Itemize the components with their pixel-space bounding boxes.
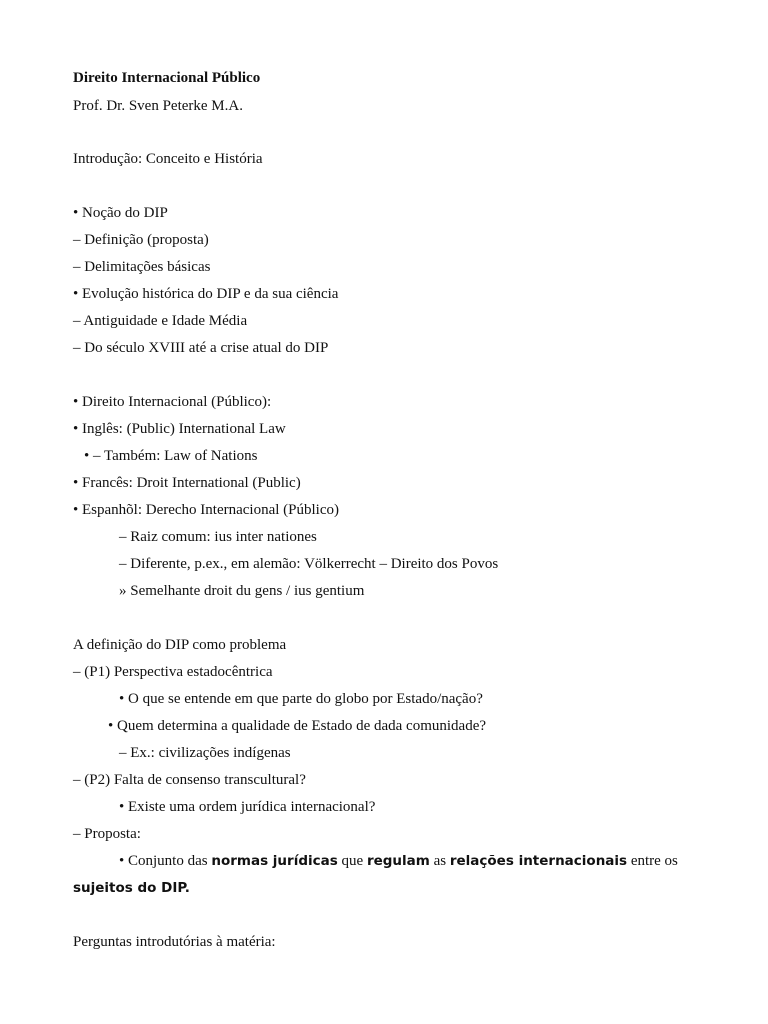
definition-text: entre os (627, 853, 678, 869)
bullet-item: • Evolução histórica do DIP e da sua ciência (73, 286, 339, 302)
bullet-item: • Quem determina a qualidade de Estado de dada comunidade? (108, 718, 487, 734)
section-heading-definition: A definição do DIP como problema (73, 637, 287, 653)
dash-item: – Ex.: civilizações indígenas (119, 745, 291, 761)
quote-item: » Semelhante droit du gens / ius gentium (119, 583, 365, 599)
dash-item: – (P2) Falta de consenso transcultural? (73, 772, 306, 788)
definition-text: • Conjunto das (119, 853, 212, 869)
bullet-item: • Noção do DIP (73, 205, 168, 221)
author-line: Prof. Dr. Sven Peterke M.A. (73, 98, 243, 114)
bullet-item: • Espanhõl: Derecho Internacional (Público) (73, 502, 339, 518)
section-heading-introduction: Introdução: Conceito e História (73, 151, 263, 167)
bullet-item: • Existe uma ordem jurídica internacional? (119, 799, 376, 815)
dash-item: – Do século XVIII até a crise atual do DIP (73, 340, 329, 356)
bullet-item: • – Também: Law of Nations (84, 448, 258, 464)
definition-bold-term: normas jurídicas (211, 853, 338, 869)
bullet-item: • Inglês: (Public) International Law (73, 421, 286, 437)
definition-bold-term: regulam (366, 853, 430, 869)
bullet-item: • O que se entende em que parte do globo por Estado/nação? (119, 691, 483, 707)
dash-item: – Delimitações básicas (73, 259, 211, 275)
dash-item: – (P1) Perspectiva estadocêntrica (73, 664, 273, 680)
bullet-item: • Francês: Droit International (Public) (73, 475, 301, 491)
definition-text: as (429, 853, 450, 869)
definition-paragraph (73, 848, 698, 902)
section-heading-questions: Perguntas introdutórias à matéria: (73, 934, 276, 950)
dash-item: – Raiz comum: ius inter nationes (119, 529, 317, 545)
dash-item: – Antiguidade e Idade Média (73, 313, 248, 329)
document-title: Direito Internacional Público (73, 70, 261, 86)
definition-text: que (337, 853, 367, 869)
bullet-item: • Direito Internacional (Público): (73, 394, 272, 410)
dash-item: – Diferente, p.ex., em alemão: Völkerrecht – Direito dos Povos (119, 556, 499, 572)
dash-item: – Definição (proposta) (73, 232, 209, 248)
definition-bold-term: relações internacionais (449, 853, 628, 869)
definition-bold-term: sujeitos do DIP. (73, 880, 190, 896)
dash-item: – Proposta: (73, 826, 141, 842)
